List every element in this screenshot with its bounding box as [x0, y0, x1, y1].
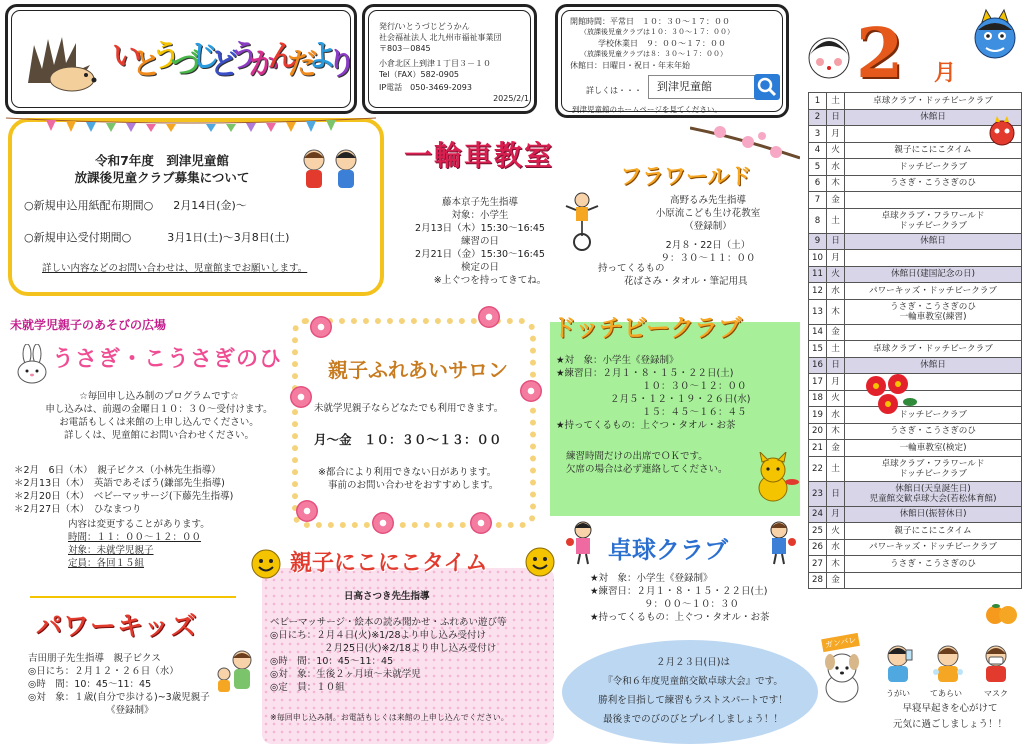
calendar-day: 12: [809, 283, 827, 300]
dodgebee-notes: 練習時間だけの出席でＯＫです。 欠席の場合は必ず連絡してください。: [566, 451, 728, 475]
calendar-event: 休館日: [845, 357, 1022, 374]
search-box[interactable]: 到津児童館: [648, 75, 756, 99]
calendar-weekday: 木: [827, 175, 845, 192]
calendar-weekday: 日: [827, 357, 845, 374]
health-label-handwash: てあらい: [930, 689, 962, 698]
smile-left-icon: [250, 548, 282, 580]
calendar-weekday: 月: [827, 126, 845, 143]
calendar-event: 卓球クラブ・フラワールド ドッチビークラブ: [845, 208, 1022, 233]
calendar-day: 1: [809, 93, 827, 110]
title-char: ん: [268, 39, 298, 74]
nikoniko-title: 親子にこにこタイム: [290, 551, 488, 576]
bunting: [6, 116, 376, 132]
calendar-event: 卓球クラブ・ドッチビークラブ: [845, 341, 1022, 358]
flower-bring: 持ってくるもの 花ばさみ・タオル・筆記用具: [598, 263, 748, 287]
calendar-day: 17: [809, 374, 827, 391]
calendar-day: 2: [809, 109, 827, 126]
calendar-event: 親子にこにこタイム: [845, 523, 1022, 540]
pingpong-kid-right-icon: [762, 520, 796, 566]
calendar-row: [809, 523, 1022, 540]
calendar-weekday: 日: [827, 481, 845, 506]
calendar-row: [809, 175, 1022, 192]
calendar-weekday: 金: [827, 192, 845, 209]
recruit-row1: ○新規申込用紙配布期間○ 2月14日(金)～: [24, 199, 247, 212]
calendar-event: 親子にこにこタイム: [845, 142, 1022, 159]
red-oni-icon: [986, 116, 1018, 146]
opening-hours: 開館時間：平常日 １０：３０～１７：００ （放課後児童クラブは１０：３０～１７：００） 学校休業日 ９：００～１７：００ （放課後児童クラブは８：３０～１７：００） 休館日：日曜日・祝日・年末年始: [570, 17, 734, 70]
unicycle-kid-icon: [562, 192, 602, 252]
title-char: と: [131, 47, 162, 82]
calendar-day: 4: [809, 142, 827, 159]
calendar-day: 20: [809, 423, 827, 440]
nikoniko-note: ※毎回申し込み制。お電話もしくは来館の上申し込んでください。: [270, 713, 509, 722]
calendar-weekday: 水: [827, 283, 845, 300]
calendar-day: 6: [809, 175, 827, 192]
calendar-day: 18: [809, 390, 827, 407]
gargle-icon: [878, 642, 918, 684]
calendar-weekday: 土: [827, 456, 845, 481]
title-char: づ: [170, 47, 201, 82]
calendar-weekday: 金: [827, 324, 845, 341]
calendar-row: [809, 324, 1022, 341]
calendar-weekday: 水: [827, 539, 845, 556]
rabbit-intro: ☆毎回申し込み制のプログラムです☆ 申し込みは、前週の金曜日１０：３０～受付けます。 お電話もしくは来館の上申し込んでください。 詳しくは、児童館にお問い合わせください。: [45, 391, 273, 441]
calendar-event: 休館日(振替休日): [845, 506, 1022, 523]
calendar: [808, 92, 1022, 589]
rabbit-icon: [14, 344, 50, 384]
smile-right-icon: [524, 546, 556, 578]
calendar-row: [809, 341, 1022, 358]
hours-box: [555, 4, 789, 118]
calendar-row: [809, 299, 1022, 324]
title-char: い: [112, 39, 142, 74]
calendar-event: [845, 192, 1022, 209]
calendar-day: 11: [809, 266, 827, 283]
calendar-row: [809, 423, 1022, 440]
calendar-weekday: 土: [827, 208, 845, 233]
rabbit-subtitle: 未就学児親子のあそびの広場: [10, 318, 167, 332]
recruit-note: 詳しい内容などのお問い合わせは、児童館までお願いします。: [42, 263, 308, 274]
mask-icon: [976, 642, 1016, 684]
parent-child-icon: [212, 648, 262, 698]
title-box: [5, 4, 357, 114]
cheering-dog-icon: [814, 646, 870, 706]
calendar-row: [809, 556, 1022, 573]
calendar-weekday: 火: [827, 523, 845, 540]
handwash-icon: [928, 642, 968, 684]
calendar-event: 休館日: [845, 233, 1022, 250]
powerkids-info: 吉田朋子先生指導 親子ビクス ◎日にち：２月１２・２６日（水） ◎時 間：10：45～11：45 ◎対 象：１歳(自分で歩ける)~3歳児親子 《登録制》: [28, 653, 210, 716]
homepage-note: 到津児童館のホームページを見てください。: [572, 105, 722, 114]
issue-date: 2025/2/1: [493, 94, 529, 103]
calendar-event: うさぎ・こうさぎのひ: [845, 556, 1022, 573]
calendar-weekday: 土: [827, 93, 845, 110]
calendar-event: パワーキッズ・ドッチビークラブ: [845, 283, 1022, 300]
title-char: う: [151, 39, 181, 74]
calendar-event: パワーキッズ・ドッチビークラブ: [845, 539, 1022, 556]
calendar-day: 25: [809, 523, 827, 540]
calendar-event: [845, 250, 1022, 267]
calendar-day: 26: [809, 539, 827, 556]
calendar-event: [845, 324, 1022, 341]
calendar-row: [809, 572, 1022, 589]
unicycle-title: 一輪車教室: [404, 139, 555, 172]
calendar-day: 24: [809, 506, 827, 523]
search-icon: [754, 74, 780, 100]
calendar-event: 卓球クラブ・フラワールド ドッチビークラブ: [845, 456, 1022, 481]
calendar-day: 10: [809, 250, 827, 267]
calendar-row: [809, 283, 1022, 300]
dodgebee-title: ドッチビークラブ: [552, 314, 743, 342]
calendar-weekday: 金: [827, 440, 845, 457]
calendar-weekday: 月: [827, 374, 845, 391]
hedgehog-icon: [20, 35, 100, 95]
nikoniko-info: ベビーマッサージ・絵本の読み聞かせ・ふれあい遊び等 ◎日にち：２月４日(火)※1/28より申し込み受付け ２月25日(火)※2/18より申し込み受付け ◎時 間：10：45～11：45 ◎対 象：生後２ヶ月頃～未就学児 ◎定 員：１０組: [270, 617, 507, 693]
calendar-weekday: 木: [827, 423, 845, 440]
calendar-day: 16: [809, 357, 827, 374]
calendar-event: [845, 572, 1022, 589]
calendar-row: [809, 539, 1022, 556]
powerkids-title: パワーキッズ: [36, 612, 198, 642]
calendar-day: 14: [809, 324, 827, 341]
calendar-day: 28: [809, 572, 827, 589]
flower-info: 高野るみ先生指導 小原流こども生け花教室 （登録制） 2月８・22日（土） ９：３０～１１：００: [655, 195, 761, 264]
calendar-day: 8: [809, 208, 827, 233]
calendar-row: [809, 440, 1022, 457]
publisher-box: [362, 4, 537, 114]
calendar-weekday: 水: [827, 407, 845, 424]
oni-icon: [968, 8, 1020, 64]
month-number: 2: [856, 14, 904, 94]
unicycle-info: 藤本京子先生指導 対象：小学生 2月13日（木）15:30～16:45 練習の日 2月21日（金）15:30～16:45 検定の日 ※上ぐつを持ってきてね。: [415, 197, 547, 286]
calendar-weekday: 日: [827, 233, 845, 250]
recruit-row2: ○新規申込受付期間○ 3月1日(土)～3月8日(土): [24, 231, 290, 244]
search-button[interactable]: [754, 74, 780, 100]
calendar-event: 休館日(建国記念の日): [845, 266, 1022, 283]
dog-frisbee-icon: [746, 452, 800, 506]
calendar-row: [809, 266, 1022, 283]
calendar-day: 15: [809, 341, 827, 358]
calendar-day: 22: [809, 456, 827, 481]
calendar-weekday: 日: [827, 109, 845, 126]
publisher-info: 発行/いとうづじどうかん 社会福祉法人 北九州市福祉事業団 〒803－0845 小倉北区上到津１丁目３－１０ Tel（FAX）582-0905 IP電話 050-3469-2093 2025/2/1: [379, 22, 529, 103]
calendar-day: 27: [809, 556, 827, 573]
calendar-row: [809, 93, 1022, 110]
calendar-day: 3: [809, 126, 827, 143]
rabbit-details: 内容は変更することがあります。 時間：１１：００～１２：００ 対象：未就学児親子 定員：各回１５組: [68, 519, 210, 569]
children-icon: [294, 144, 368, 194]
health-label-mask: マスク: [984, 689, 1008, 698]
calendar-event: うさぎ・こうさぎのひ: [845, 175, 1022, 192]
calendar-event: うさぎ・こうさぎのひ 一輪車教室(練習): [845, 299, 1022, 324]
calendar-row: [809, 208, 1022, 233]
recruit-box: [8, 118, 384, 296]
calendar-event: ドッチビークラブ: [845, 407, 1022, 424]
calendar-row: [809, 233, 1022, 250]
newsletter-title: [112, 17, 357, 109]
otafuku-icon: [806, 34, 852, 80]
calendar-weekday: 月: [827, 250, 845, 267]
tournament-info: ２月２３日(日)は 『令和６年度児童館交歓卓球大会』です。 勝利を目指して練習もラストスパートです！ 最後までのびのびとプレイしましょう！！: [598, 657, 788, 725]
pingpong-info: ★対 象：小学生《登録制》 ★練習日：２月１・８・１５・２２日(土) ９：００～１０：３０ ★持ってくるもの：上ぐつ・タオル・お茶: [590, 573, 770, 623]
calendar-event: 休館日: [845, 109, 1022, 126]
calendar-weekday: 火: [827, 390, 845, 407]
calendar-day: 19: [809, 407, 827, 424]
month-suffix: 月: [934, 61, 957, 86]
title-char: う: [229, 39, 259, 74]
title-char: よ: [307, 39, 337, 74]
calendar-weekday: 月: [827, 506, 845, 523]
rabbit-title: うさぎ・こうさぎのひ: [52, 347, 283, 372]
calendar-weekday: 火: [827, 266, 845, 283]
calendar-event: 休館日(天皇誕生日) 児童館交歓卓球大会(若松体育館): [845, 481, 1022, 506]
recruit-title: 令和7年度 到津児童館 放課後児童クラブ募集について: [74, 153, 250, 185]
dodgebee-info: ★対 象：小学生《登録制》 ★練習日：２月１・８・１５・２２日(土) １０：３０～１２：００ ２月５・１２・１９・２６日(水) １５：４５～１６：４５ ★持ってくるもの：上ぐつ・タオル・お茶: [556, 355, 751, 431]
calendar-weekday: 水: [827, 159, 845, 176]
salon-title: 親子ふれあいサロン: [328, 358, 508, 382]
pingpong-kid-left-icon: [566, 520, 600, 566]
flower-title: フラワールド: [620, 165, 752, 190]
salon-line2: 月～金 １０：３０～１３：００: [314, 432, 502, 447]
calendar-day: 13: [809, 299, 827, 324]
calendar-event: 卓球クラブ・ドッチビークラブ: [845, 93, 1022, 110]
calendar-row: [809, 456, 1022, 481]
title-char: か: [248, 47, 279, 82]
health-label-gargle: うがい: [886, 689, 910, 698]
rabbit-schedule: ＊2月 6日（木） 親子ビクス（小林先生指導） ＊2月13日（木） 英語であそぼう(鎌部先生指導) ＊2月20日（木） ベビーマッサージ(下藤先生指導) ＊2月27日（木） ひなまつり: [14, 465, 234, 515]
mikan-icon: [984, 600, 1018, 626]
nikoniko-teacher: 日高さつき先生指導: [344, 591, 430, 602]
calendar-event: ドッチビークラブ: [845, 159, 1022, 176]
title-char: じ: [190, 39, 220, 74]
detail-label: 詳しくは・・・: [586, 86, 642, 95]
calendar-row: [809, 250, 1022, 267]
calendar-weekday: 木: [827, 299, 845, 324]
salon-notes: ※都合により利用できない日があります。 事前のお問い合わせをおすすめします。: [318, 467, 499, 491]
ganbare-sign: ガンバレ: [821, 633, 860, 652]
salon-box: [292, 318, 536, 528]
calendar-day: 23: [809, 481, 827, 506]
calendar-weekday: 火: [827, 142, 845, 159]
title-char: り: [326, 47, 357, 82]
calendar-weekday: 土: [827, 341, 845, 358]
powerkids-line: [30, 596, 236, 598]
calendar-day: 21: [809, 440, 827, 457]
calendar-day: 9: [809, 233, 827, 250]
pingpong-title: 卓球クラブ: [608, 536, 728, 564]
title-char: だ: [287, 47, 318, 82]
calendar-row: [809, 192, 1022, 209]
calendar-row: [809, 506, 1022, 523]
health-message: 早寝早起きを心がけて 元気に過ごしましょう！！: [892, 703, 1007, 730]
calendar-day: 5: [809, 159, 827, 176]
calendar-event: うさぎ・こうさぎのひ: [845, 423, 1022, 440]
salon-line1: 未就学児親子ならどなたでも利用できます。: [314, 403, 504, 414]
calendar-event: 一輪車教室(検定): [845, 440, 1022, 457]
calendar-row: [809, 481, 1022, 506]
camellia-icon: [862, 372, 920, 416]
calendar-weekday: 木: [827, 556, 845, 573]
calendar-weekday: 金: [827, 572, 845, 589]
calendar-row: [809, 159, 1022, 176]
calendar-day: 7: [809, 192, 827, 209]
title-char: ど: [209, 47, 240, 82]
